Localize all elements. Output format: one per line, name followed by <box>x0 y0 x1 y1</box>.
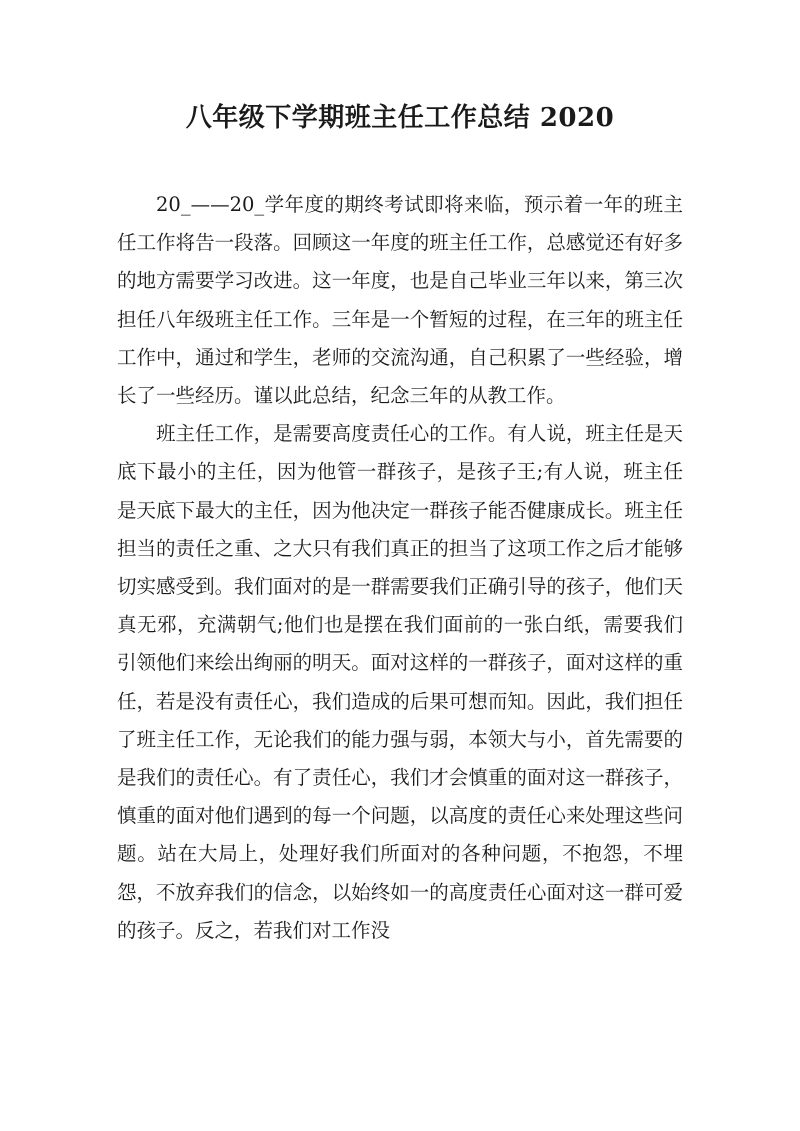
paragraph-2: 班主任工作，是需要高度责任心的工作。有人说，班主任是天底下最小的主任，因为他管一群孩子，是孩子王;有人说，班主任是天底下最大的主任，因为他决定一群孩子能否健康成长。班主任担当的责任之重、之大只有我们真正的担当了这项工作之后才能够切实感受到。我们面对的是一群需要我们正确引导的孩子，他们天真无邪，充满朝气;他们也是摆在我们面前的一张白纸，需要我们引领他们来绘出绚丽的明天。面对这样的一群孩子，面对这样的重任，若是没有责任心，我们造成的后果可想而知。因此，我们担任了班主任工作，无论我们的能力强与弱，本领大与小，首先需要的是我们的责任心。有了责任心，我们才会慎重的面对这一群孩子，慎重的面对他们遇到的每一个问题，以高度的责任心来处理这些问题。站在大局上，处理好我们所面对的各种问题，不抱怨，不埋怨，不放弃我们的信念，以始终如一的高度责任心面对这一群可爱的孩子。反之，若我们对工作没 <box>117 422 683 942</box>
paragraph-1: 20_——20_学年度的期终考试即将来临，预示着一年的班主任工作将告一段落。回顾这一年度的班主任工作，总感觉还有好多的地方需要学习改进。这一年度，也是自己毕业三年以来，第三次担任八年级班主任工作。三年是一个暂短的过程，在三年的班主任工作中，通过和学生，老师的交流沟通，自己积累了一些经验，增长了一些经历。谨以此总结，纪念三年的从教工作。 <box>117 193 683 408</box>
document-title: 八年级下学期班主任工作总结 2020 <box>185 103 615 133</box>
document-body <box>117 186 683 950</box>
